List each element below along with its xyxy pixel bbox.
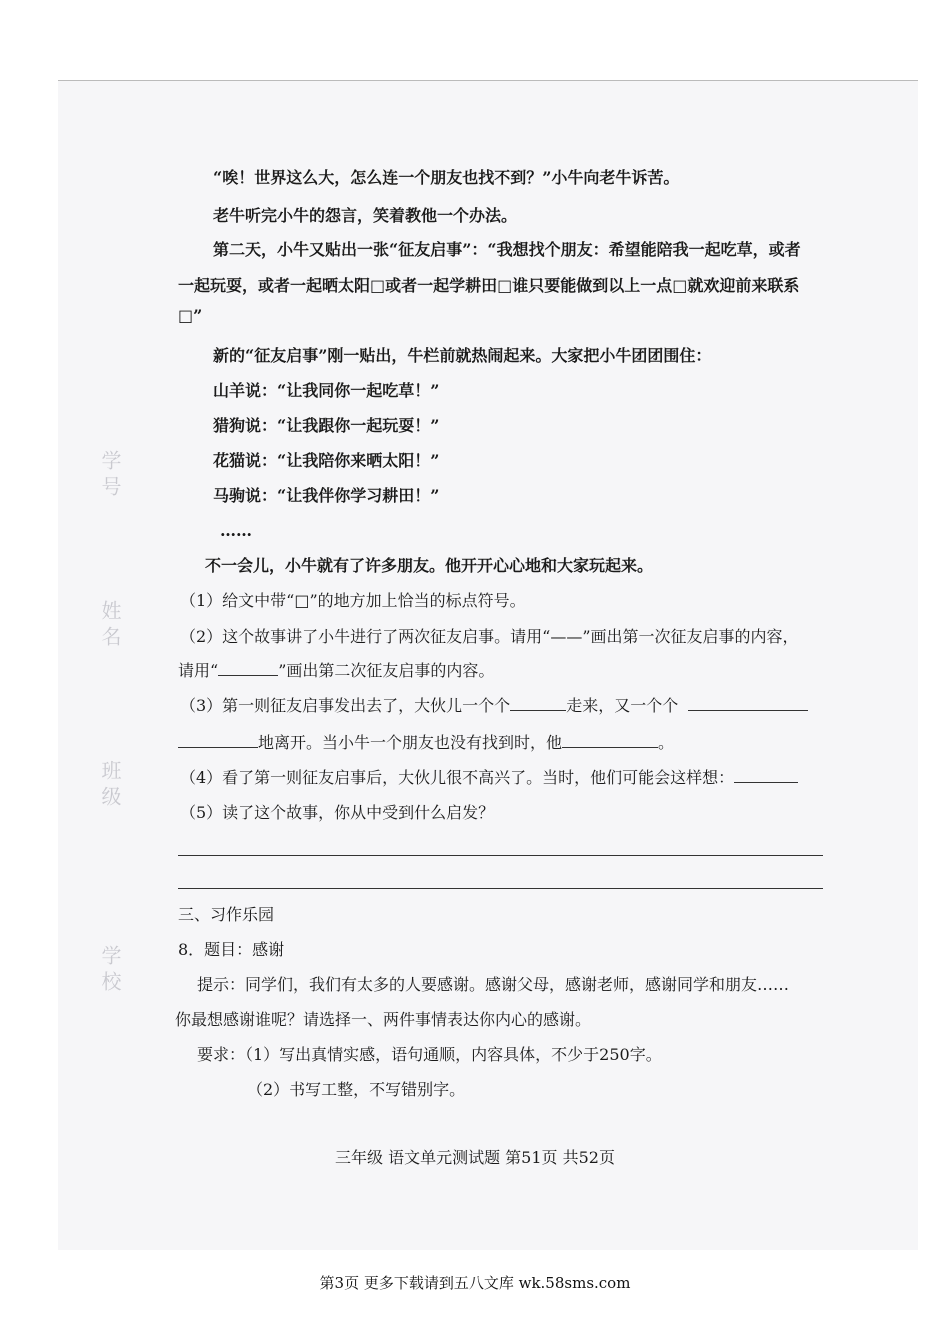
story-dog: 猎狗说：“让我跟你一起玩耍！” [213,416,440,435]
question-2b: 请用“ ”画出第二次征友启事的内容。 [178,661,495,680]
download-note: 第3页 更多下载请到五八文库 wk.58sms.com [319,1274,631,1292]
side-label-class: 班级 [98,760,122,812]
story-goat: 山羊说：“让我同你一起吃草！” [213,381,440,400]
story-cat: 花猫说：“让我陪你来晒太阳！” [213,451,440,470]
underline-sample [218,661,278,676]
side-label-student-id: 学号 [98,450,122,502]
answer-line-5b[interactable] [178,888,823,889]
story-horse: 马驹说：“让我伴你学习耕田！” [213,486,440,505]
side-label-name: 姓名 [98,600,122,652]
answer-blank-3a[interactable] [510,696,566,711]
question-1: （1）给文中带“□”的地方加上恰当的标点符号。 [180,591,526,610]
essay-requirement-1: 要求：（1）写出真情实感，语句通顺，内容具体，不少于250字。 [197,1045,662,1064]
question-3a: （3）第一则征友启事发出去了，大伙儿一个个 走来，又一个个 [180,696,808,716]
page-top-edge [58,80,918,81]
essay-hint-b: 你最想感谢谁呢？请选择一、两件事情表达你内心的感谢。 [175,1010,592,1029]
story-line-3b: 一起玩耍，或者一起晒太阳□或者一起学耕田□谁只要能做到以上一点□就欢迎前来联系 [178,276,800,295]
question-2a: （2）这个故事讲了小牛进行了两次征友启事。请用“——”画出第一次征友启事的内容， [180,627,799,646]
story-line-2: 老牛听完小牛的怨言，笑着教他一个办法。 [213,206,518,225]
story-line-4: 新的“征友启事”刚一贴出，牛栏前就热闹起来。大家把小牛团团围住： [213,346,712,365]
answer-blank-3d[interactable] [562,733,658,748]
essay-hint-a: 提示：同学们，我们有太多的人要感谢。感谢父母，感谢老师，感谢同学和朋友…… [197,975,790,994]
essay-title: 8．题目：感谢 [178,940,285,959]
story-line-1: “唉！世界这么大，怎么连一个朋友也找不到？”小牛向老牛诉苦。 [213,168,680,187]
story-line-5: 不一会儿，小牛就有了许多朋友。他开开心心地和大家玩起来。 [205,556,654,575]
story-line-3c: □” [178,306,203,325]
page-footer: 三年级 语文单元测试题 第51页 共52页 [335,1148,615,1167]
answer-line-5a[interactable] [178,855,823,856]
story-line-3a: 第二天，小牛又贴出一张“征友启事”：“我想找个朋友：希望能陪我一起吃草，或者 [213,240,801,259]
question-4: （4）看了第一则征友启事后，大伙儿很不高兴了。当时，他们可能会这样想： [180,768,798,788]
section-3-heading: 三、习作乐园 [178,905,275,924]
side-label-school: 学校 [98,945,122,997]
answer-blank-4[interactable] [734,768,798,783]
story-ellipsis: …… [220,521,252,540]
question-3b: 地离开。当小牛一个朋友也没有找到时，他 。 [178,733,674,753]
question-5: （5）读了这个故事，你从中受到什么启发？ [180,803,495,822]
answer-blank-3c[interactable] [178,733,258,748]
answer-blank-3b[interactable] [688,696,808,711]
essay-requirement-2: （2）书写工整，不写错别字。 [247,1080,466,1099]
